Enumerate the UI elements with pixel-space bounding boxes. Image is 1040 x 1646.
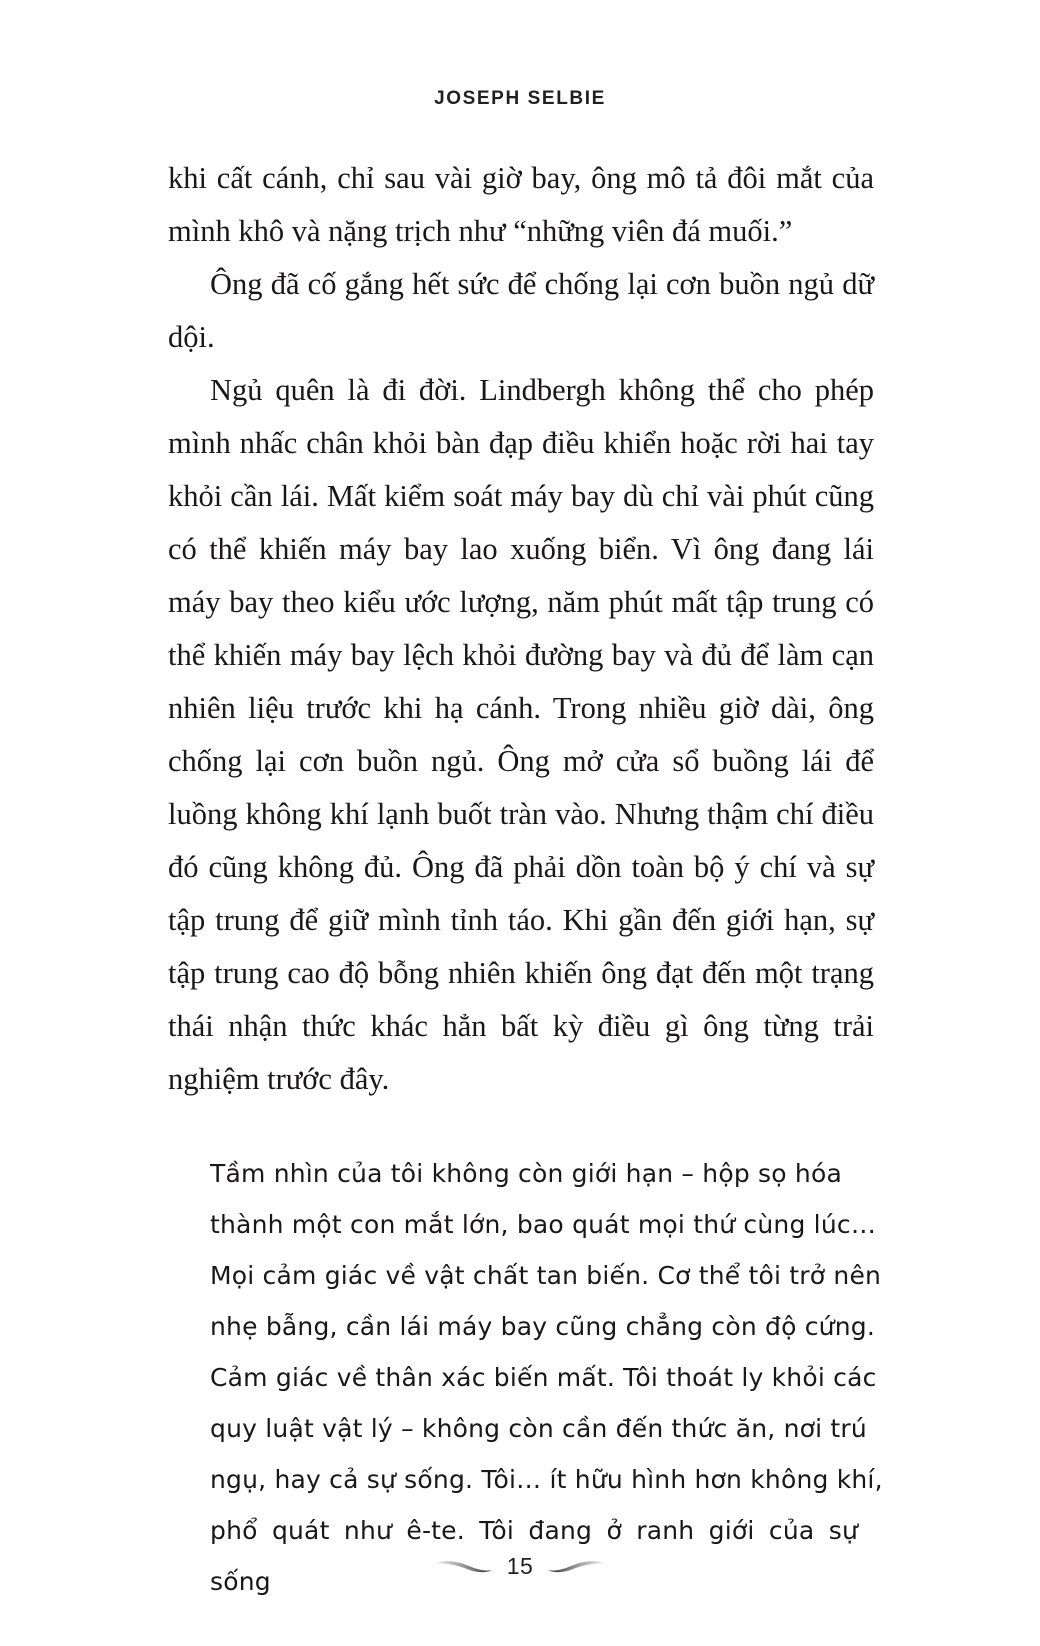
- paragraph-continued: khi cất cánh, chỉ sau vài giờ bay, ông mô tả đôi mắt của mình khô và nặng trịch như “những viên đá muối.”: [168, 161, 874, 248]
- blockquote-line: Cảm giác về thân xác biến mất. Tôi thoát ly khỏi các: [210, 1363, 877, 1392]
- swash-ornament-right-icon: [547, 1558, 609, 1576]
- running-head: JOSEPH SELBIE: [434, 88, 606, 109]
- blockquote-line: quy luật vật lý – không còn cần đến thức ăn, nơi trú: [210, 1414, 867, 1443]
- blockquote-line: thành một con mắt lớn, bao quát mọi thứ cùng lúc…: [210, 1210, 877, 1239]
- page-footer: [0, 1553, 1040, 1580]
- paragraph-main: Ngủ quên là đi đời. Lindbergh không thể cho phép mình nhấc chân khỏi bàn đạp điều khiển hoặc rời hai tay khỏi cần lái. Mất kiểm soát máy bay dù chỉ vài phút cũng có thể khiến máy bay lao xuống biển. Vì ông đang lái máy bay theo kiểu ước lượng, năm phút mất tập trung có thể khiến máy bay lệch khỏi đường bay và đủ để làm cạn nhiên liệu trước khi hạ cánh. Trong nhiều giờ dài, ông chống lại cơn buồn ngủ. Ông mở cửa sổ buồng lái để luồng không khí lạnh buốt tràn vào. Nhưng thậm chí điều đó cũng không đủ. Ông đã phải dồn toàn bộ ý chí và sự tập trung để giữ mình tỉnh táo. Khi gần đến giới hạn, sự tập trung cao độ bỗng nhiên khiến ông đạt đến một trạng thái nhận thức khác hẳn bất kỳ điều gì ông từng trải nghiệm trước đây.: [168, 373, 874, 1096]
- page-number: 15: [506, 1553, 534, 1579]
- blockquote: [210, 1148, 883, 1607]
- blockquote-line: ngụ, hay cả sự sống. Tôi… ít hữu hình hơn không khí,: [210, 1465, 883, 1494]
- paragraph-effort: Ông đã cố gắng hết sức để chống lại cơn buồn ngủ dữ dội.: [168, 267, 874, 354]
- blockquote-line: Tầm nhìn của tôi không còn giới hạn – hộp sọ hóa: [210, 1159, 842, 1188]
- swash-ornament-left-icon: [431, 1558, 493, 1576]
- blockquote-line: phổ quát như ê-te. Tôi đang ở ranh giới của sự sống: [210, 1516, 858, 1596]
- body-column: [168, 152, 883, 1607]
- blockquote-line: nhẹ bẫng, cần lái máy bay cũng chẳng còn độ cứng.: [210, 1312, 875, 1341]
- blockquote-line: Mọi cảm giác về vật chất tan biến. Cơ thể tôi trở nên: [210, 1261, 882, 1290]
